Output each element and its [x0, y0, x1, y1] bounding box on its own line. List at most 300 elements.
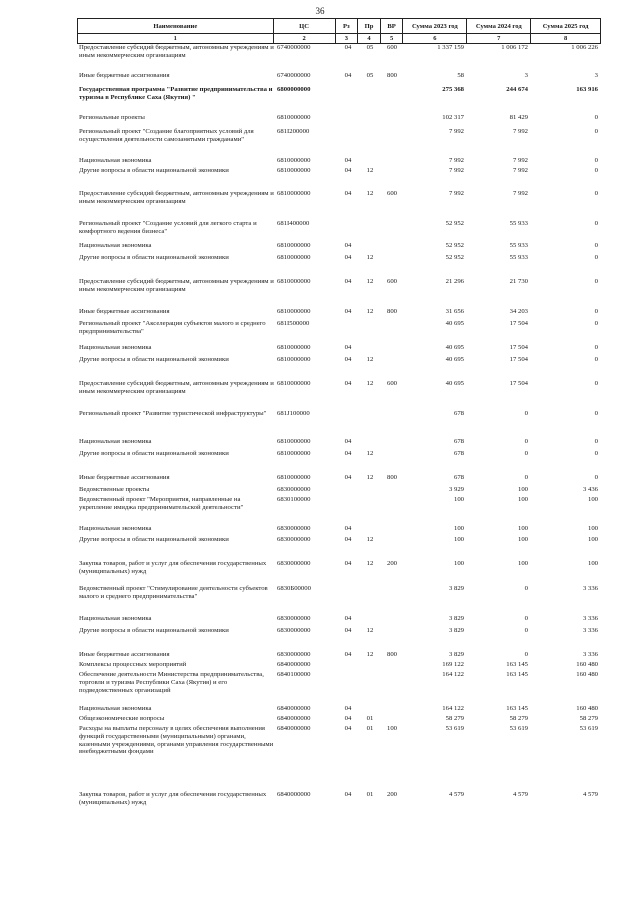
row-sum-2024: 1 006 172 [501, 44, 528, 51]
row-sum-2024: 0 [524, 651, 528, 658]
row-rz: 04 [344, 167, 352, 174]
row-sum-2024: 34 203 [509, 308, 528, 315]
row-sum-2025: 160 480 [576, 671, 598, 678]
row-sum-2024: 7 992 [512, 157, 528, 164]
row-sum-2023: 100 [453, 496, 464, 503]
row-pr [359, 220, 381, 236]
row-sum-2024: 244 674 [506, 86, 528, 93]
row-sum-2025: 3 336 [582, 651, 598, 658]
row-rz [337, 128, 359, 144]
row-vr [381, 536, 403, 544]
row-pr: 12 [366, 278, 374, 285]
row-vr [381, 715, 403, 723]
row-sum-2025: 0 [594, 157, 598, 164]
row-vr [381, 661, 403, 669]
table-row [77, 438, 601, 446]
row-cs: 6830000000 [277, 627, 311, 634]
row-sum-2024: 55 933 [509, 254, 528, 261]
row-sum-2024: 55 933 [509, 220, 528, 227]
row-vr [381, 114, 403, 122]
row-sum-2024: 0 [524, 585, 528, 592]
row-pr: 12 [366, 380, 374, 387]
table-row [77, 791, 601, 807]
row-pr: 12 [366, 356, 374, 363]
row-name: Национальная экономика [79, 615, 152, 622]
row-sum-2024: 100 [517, 536, 528, 543]
row-pr [359, 114, 381, 122]
row-pr [359, 705, 381, 713]
row-vr [381, 320, 403, 336]
row-vr [381, 344, 403, 352]
column-number: 2 [273, 34, 335, 43]
header-sum-2024: Сумма 2024 год [466, 19, 530, 33]
row-sum-2023: 102 317 [442, 114, 464, 121]
row-sum-2024: 163 145 [506, 671, 528, 678]
row-sum-2025: 160 480 [576, 661, 598, 668]
row-rz [337, 220, 359, 236]
row-sum-2024: 81 429 [509, 114, 528, 121]
row-pr [359, 128, 381, 144]
row-rz: 04 [344, 474, 352, 481]
row-name: Закупка товаров, работ и услуг для обеспечения государственных (муниципальных) нужд [79, 791, 267, 806]
row-sum-2024: 163 145 [506, 705, 528, 712]
table-row [77, 320, 601, 336]
row-cs: 6810000000 [277, 242, 311, 249]
row-vr: 800 [386, 474, 398, 481]
row-sum-2025: 0 [594, 278, 598, 285]
header-rz: Рз [335, 19, 358, 33]
table-row [77, 615, 601, 623]
row-vr: 600 [386, 380, 398, 387]
row-name: Другие вопросы в области национальной экономики [79, 356, 229, 363]
row-rz: 04 [344, 254, 352, 261]
row-sum-2023: 52 952 [445, 220, 464, 227]
row-sum-2024: 0 [524, 410, 528, 417]
row-vr: 200 [386, 791, 398, 798]
table-row [77, 560, 601, 576]
row-sum-2023: 678 [453, 410, 464, 417]
table-row [77, 72, 601, 80]
row-sum-2024: 55 933 [509, 242, 528, 249]
row-rz: 04 [344, 615, 352, 622]
row-cs: 6810000000 [277, 278, 311, 285]
row-cs: 6810000000 [277, 438, 311, 445]
row-cs: 6840000000 [277, 791, 311, 798]
row-sum-2023: 40 695 [445, 344, 464, 351]
row-sum-2025: 0 [594, 356, 598, 363]
row-rz [337, 671, 359, 694]
table-row [77, 525, 601, 533]
row-name: Закупка товаров, работ и услуг для обеспечения государственных (муниципальных) нужд [79, 560, 267, 575]
row-cs: 6740000000 [277, 72, 311, 79]
row-vr [381, 438, 403, 446]
row-vr: 800 [386, 72, 398, 79]
row-cs: 6830000000 [277, 525, 311, 532]
row-sum-2023: 169 122 [442, 661, 464, 668]
row-pr [359, 671, 381, 694]
row-sum-2025: 163 916 [576, 86, 598, 93]
row-name: Другие вопросы в области национальной экономики [79, 167, 229, 174]
table-row [77, 157, 601, 165]
row-pr [359, 525, 381, 533]
table-row [77, 128, 601, 144]
row-pr: 12 [366, 308, 374, 315]
row-vr: 600 [386, 278, 398, 285]
column-number: 1 [77, 34, 273, 43]
table-row [77, 715, 601, 723]
row-sum-2024: 21 730 [509, 278, 528, 285]
row-name: Национальная экономика [79, 242, 152, 249]
row-sum-2025: 0 [594, 114, 598, 121]
row-cs: 6740000000 [277, 44, 311, 51]
row-sum-2024: 58 279 [509, 715, 528, 722]
row-pr [359, 496, 381, 512]
row-vr [381, 627, 403, 635]
row-sum-2023: 40 695 [445, 380, 464, 387]
row-pr: 01 [366, 725, 374, 732]
row-cs: 6810000000 [277, 254, 311, 261]
row-sum-2024: 163 145 [506, 661, 528, 668]
row-sum-2025: 0 [594, 128, 598, 135]
row-rz: 04 [344, 705, 352, 712]
row-vr [381, 356, 403, 364]
row-sum-2023: 40 695 [445, 320, 464, 327]
row-name: Общеэкономические вопросы [79, 715, 165, 722]
row-rz [337, 320, 359, 336]
row-sum-2025: 3 336 [582, 627, 598, 634]
row-cs: 6830100000 [277, 496, 311, 503]
row-pr [359, 242, 381, 250]
table-row [77, 627, 601, 635]
row-sum-2023: 52 952 [445, 254, 464, 261]
row-rz: 04 [344, 450, 352, 457]
header-cs: ЦС [273, 19, 335, 33]
row-sum-2025: 1 006 226 [571, 44, 598, 51]
row-pr: 12 [366, 190, 374, 197]
row-name: Расходы на выплаты персоналу в целях обеспечения выполнения функций государственными (муниципальными) органами, казенными учреждениями, органами управления государственными внебюджетными фондами [79, 725, 274, 756]
row-vr [381, 705, 403, 713]
table-row [77, 661, 601, 669]
table-row [77, 44, 601, 60]
row-cs: 6810000000 [277, 190, 311, 197]
budget-table [77, 18, 601, 806]
row-sum-2023: 100 [453, 525, 464, 532]
row-cs: 6830000000 [277, 651, 311, 658]
row-cs: 6810000000 [277, 114, 311, 121]
row-rz: 04 [344, 627, 352, 634]
table-row [77, 486, 601, 494]
row-vr: 100 [386, 725, 398, 732]
row-vr [381, 242, 403, 250]
row-vr [381, 585, 403, 601]
row-sum-2023: 100 [453, 560, 464, 567]
row-cs: 6810000000 [277, 450, 311, 457]
row-pr [359, 615, 381, 623]
row-sum-2025: 0 [594, 254, 598, 261]
row-sum-2023: 7 992 [448, 157, 464, 164]
row-sum-2024: 7 992 [512, 190, 528, 197]
row-name: Региональный проект "Акселерация субъектов малого и среднего предпринимательства" [79, 320, 266, 335]
row-sum-2024: 100 [517, 486, 528, 493]
row-sum-2025: 4 579 [582, 791, 598, 798]
row-rz [337, 114, 359, 122]
row-sum-2023: 53 619 [445, 725, 464, 732]
row-sum-2024: 7 992 [512, 128, 528, 135]
row-cs: 681I200000 [277, 128, 310, 135]
row-sum-2023: 100 [453, 536, 464, 543]
row-sum-2024: 0 [524, 627, 528, 634]
page-number: 36 [315, 6, 325, 16]
row-pr: 12 [366, 651, 374, 658]
row-cs: 681I500000 [277, 320, 310, 327]
table-row [77, 242, 601, 250]
table-row [77, 190, 601, 206]
row-name: Национальная экономика [79, 438, 152, 445]
table-row [77, 114, 601, 122]
row-pr: 12 [366, 474, 374, 481]
row-sum-2023: 164 122 [442, 705, 464, 712]
table-row [77, 536, 601, 544]
table-row [77, 496, 601, 512]
row-sum-2025: 100 [587, 536, 598, 543]
row-sum-2023: 3 829 [448, 651, 464, 658]
row-cs: 6810000000 [277, 308, 311, 315]
row-sum-2023: 7 992 [448, 190, 464, 197]
table-row [77, 356, 601, 364]
row-vr [381, 671, 403, 694]
row-cs: 6840000000 [277, 705, 311, 712]
table-row [77, 167, 601, 175]
row-vr [381, 615, 403, 623]
row-vr [381, 220, 403, 236]
row-cs: 6830000000 [277, 486, 311, 493]
row-sum-2023: 3 929 [448, 486, 464, 493]
column-number: 7 [466, 34, 530, 43]
row-rz: 04 [344, 560, 352, 567]
row-sum-2023: 58 [457, 72, 464, 79]
row-cs: 6810000000 [277, 344, 311, 351]
row-name: Другие вопросы в области национальной экономики [79, 254, 229, 261]
row-cs: 6810000000 [277, 157, 311, 164]
row-vr: 600 [386, 190, 398, 197]
column-number: 4 [357, 34, 380, 43]
row-cs: 6810000000 [277, 474, 311, 481]
row-cs: 6830000000 [277, 536, 311, 543]
row-pr [359, 157, 381, 165]
row-sum-2024: 17 504 [509, 380, 528, 387]
row-sum-2025: 0 [594, 308, 598, 315]
header-pr: Пр [357, 19, 380, 33]
table-row [77, 410, 601, 418]
row-cs: 6840000000 [277, 661, 311, 668]
row-vr [381, 525, 403, 533]
row-sum-2023: 1 337 159 [437, 44, 464, 51]
row-cs: 6840100000 [277, 671, 311, 678]
row-sum-2024: 3 [524, 72, 528, 79]
row-sum-2024: 17 504 [509, 356, 528, 363]
row-cs: 681J100000 [277, 410, 310, 417]
row-name: Региональный проект "Развитие туристической инфраструктуры" [79, 410, 267, 417]
row-sum-2025: 0 [594, 438, 598, 445]
row-cs: 6830000000 [277, 560, 311, 567]
row-cs: 6830Б00000 [277, 585, 311, 592]
row-sum-2025: 0 [594, 190, 598, 197]
header-sum-2025: Сумма 2025 год [530, 19, 601, 33]
row-pr: 05 [366, 44, 374, 51]
row-rz: 04 [344, 791, 352, 798]
row-rz: 04 [344, 308, 352, 315]
table-row [77, 380, 601, 396]
column-number: 6 [402, 34, 466, 43]
row-sum-2023: 678 [453, 474, 464, 481]
column-number: 8 [530, 34, 601, 43]
header-sum-2023: Сумма 2023 год [402, 19, 466, 33]
row-vr [381, 410, 403, 418]
table-row [77, 705, 601, 713]
row-name: Иные бюджетные ассигнования [79, 651, 170, 658]
row-cs: 6830000000 [277, 615, 311, 622]
row-rz: 04 [344, 190, 352, 197]
row-name: Национальная экономика [79, 525, 152, 532]
row-sum-2025: 0 [594, 242, 598, 249]
row-vr: 200 [386, 560, 398, 567]
row-rz: 04 [344, 651, 352, 658]
table-row [77, 278, 601, 294]
row-name: Ведомственные проекты [79, 486, 150, 493]
row-sum-2023: 4 579 [448, 791, 464, 798]
row-name: Региональный проект "Создание благоприятных условий для осуществления деятельности самозанятыми гражданами" [79, 128, 254, 143]
row-pr: 12 [366, 627, 374, 634]
row-sum-2024: 4 579 [512, 791, 528, 798]
row-rz: 04 [344, 242, 352, 249]
table-row [77, 671, 601, 694]
row-sum-2024: 7 992 [512, 167, 528, 174]
row-sum-2023: 164 122 [442, 671, 464, 678]
row-pr [359, 320, 381, 336]
row-cs: 6810000000 [277, 167, 311, 174]
row-rz: 04 [344, 344, 352, 351]
row-sum-2025: 0 [594, 410, 598, 417]
row-vr [381, 128, 403, 144]
row-sum-2024: 53 619 [509, 725, 528, 732]
row-sum-2024: 0 [524, 615, 528, 622]
row-sum-2023: 31 656 [445, 308, 464, 315]
row-sum-2024: 0 [524, 438, 528, 445]
row-pr: 12 [366, 560, 374, 567]
row-rz: 04 [344, 725, 352, 732]
row-vr [381, 157, 403, 165]
row-vr: 600 [386, 44, 398, 51]
row-sum-2023: 40 695 [445, 356, 464, 363]
table-row [77, 651, 601, 659]
table-row [77, 308, 601, 316]
row-sum-2025: 0 [594, 220, 598, 227]
row-pr: 12 [366, 167, 374, 174]
row-vr [381, 496, 403, 512]
table-header [77, 18, 601, 34]
row-name: Иные бюджетные ассигнования [79, 308, 170, 315]
table-row [77, 220, 601, 236]
row-vr [381, 254, 403, 262]
row-cs: 6810000000 [277, 380, 311, 387]
row-pr [359, 486, 381, 494]
row-pr: 12 [366, 254, 374, 261]
header-vr: ВР [380, 19, 403, 33]
row-sum-2024: 100 [517, 525, 528, 532]
row-name: Комплексы процессных мероприятий [79, 661, 187, 668]
row-name: Ведомственный проект "Стимулирование деятельности субъектов малого и среднего предпринимательства" [79, 585, 268, 600]
row-name: Другие вопросы в области национальной экономики [79, 627, 229, 634]
row-sum-2025: 160 480 [576, 705, 598, 712]
table-row [77, 254, 601, 262]
row-sum-2025: 0 [594, 167, 598, 174]
row-sum-2023: 678 [453, 438, 464, 445]
column-number: 3 [335, 34, 358, 43]
row-pr: 12 [366, 450, 374, 457]
row-pr [359, 344, 381, 352]
row-rz [337, 486, 359, 494]
row-rz: 04 [344, 72, 352, 79]
row-rz: 04 [344, 356, 352, 363]
row-vr: 800 [386, 308, 398, 315]
column-number: 5 [380, 34, 403, 43]
row-sum-2023: 58 279 [445, 715, 464, 722]
row-vr [381, 486, 403, 494]
row-sum-2025: 100 [587, 496, 598, 503]
row-rz [337, 410, 359, 418]
row-sum-2025: 100 [587, 525, 598, 532]
row-name: Национальная экономика [79, 344, 152, 351]
row-sum-2023: 275 368 [442, 86, 464, 93]
row-pr: 05 [366, 72, 374, 79]
row-vr [381, 167, 403, 175]
header-name: Наименование [77, 19, 273, 33]
table-row [77, 344, 601, 352]
row-sum-2023: 3 829 [448, 615, 464, 622]
row-pr [359, 661, 381, 669]
row-name: Другие вопросы в области национальной экономики [79, 536, 229, 543]
row-name: Другие вопросы в области национальной экономики [79, 450, 229, 457]
row-rz: 04 [344, 380, 352, 387]
row-name: Национальная экономика [79, 705, 152, 712]
row-name: Иные бюджетные ассигнования [79, 474, 170, 481]
row-name: Предоставление субсидий бюджетным, автономным учреждениям и иным некоммерческим организациям [79, 380, 274, 395]
row-pr: 01 [366, 715, 374, 722]
row-sum-2025: 53 619 [579, 725, 598, 732]
row-sum-2025: 0 [594, 380, 598, 387]
row-sum-2024: 100 [517, 560, 528, 567]
row-cs: 6810000000 [277, 356, 311, 363]
row-name: Региональный проект "Создание условий для легкого старта и комфортного ведения бизнеса" [79, 220, 257, 235]
row-rz: 04 [344, 715, 352, 722]
row-name: Региональные проекты [79, 114, 145, 121]
table-row [77, 450, 601, 458]
row-name: Предоставление субсидий бюджетным, автономным учреждениям и иным некоммерческим организациям [79, 190, 274, 205]
row-rz [337, 661, 359, 669]
row-sum-2023: 3 829 [448, 585, 464, 592]
row-name: Ведомственный проект "Мероприятия, направленные на укрепление имиджа предпринимательской деятельности" [79, 496, 244, 511]
row-sum-2023: 21 296 [445, 278, 464, 285]
row-rz: 04 [344, 157, 352, 164]
row-name: Государственная программа "Развитие предпринимательства и туризма в Республике Саха (Якутия) " [79, 86, 273, 101]
row-sum-2025: 100 [587, 560, 598, 567]
table-row [77, 585, 601, 601]
row-sum-2025: 3 [594, 72, 598, 79]
row-pr [359, 86, 381, 102]
row-rz [337, 585, 359, 601]
table-row [77, 725, 601, 756]
row-rz: 04 [344, 536, 352, 543]
